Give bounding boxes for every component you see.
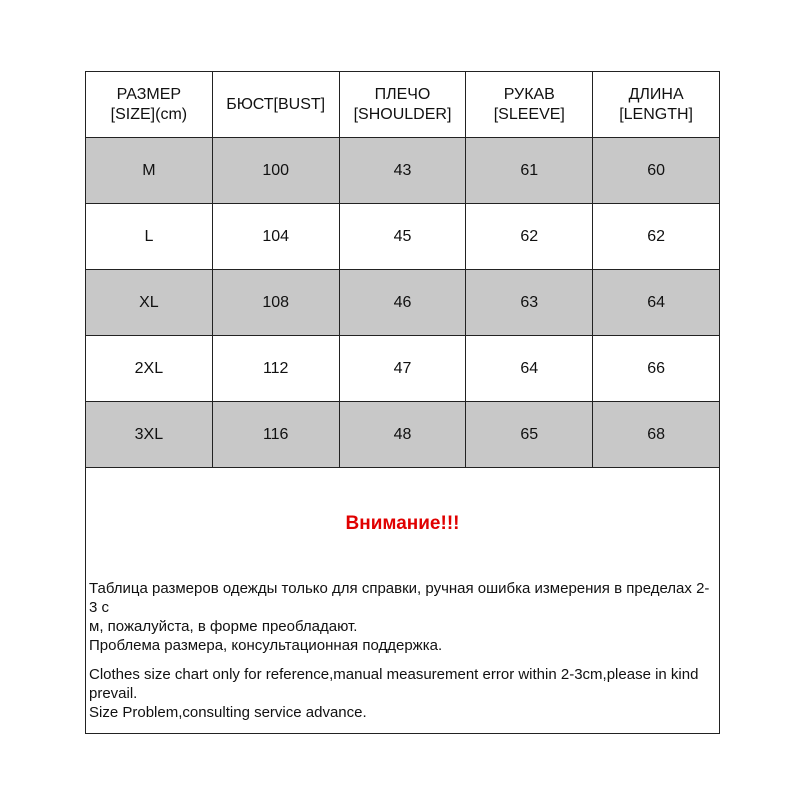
table-row — [86, 336, 720, 402]
cell-sleeve: 63 — [466, 270, 593, 336]
notice-text-en — [89, 665, 717, 722]
cell-length: 66 — [593, 336, 720, 402]
header-sleeve-ru: РУКАВ — [503, 85, 555, 103]
header-shoulder-ru: ПЛЕЧО — [374, 85, 431, 103]
header-size-en: [SIZE](cm) — [110, 105, 188, 123]
cell-size: 3XL — [86, 402, 213, 468]
cell-size: 2XL — [86, 336, 213, 402]
cell-bust: 108 — [212, 270, 339, 336]
header-shoulder-en: [SHOULDER] — [353, 105, 452, 123]
cell-shoulder: 43 — [339, 138, 466, 204]
cell-sleeve: 61 — [466, 138, 593, 204]
header-length-en: [LENGTH] — [619, 105, 693, 123]
notice-ru-line: Проблема размера, консультационная поддержка. — [89, 637, 443, 654]
notice-title: Внимание!!! — [345, 513, 460, 534]
header-bust-label: БЮСТ[BUST] — [226, 95, 326, 113]
cell-length: 64 — [593, 270, 720, 336]
cell-size: XL — [86, 270, 213, 336]
header-length-ru: ДЛИНА — [628, 85, 684, 103]
notice-text-ru — [89, 579, 717, 655]
notice-en-line: Size Problem,consulting service advance. — [89, 704, 367, 721]
cell-sleeve: 62 — [466, 204, 593, 270]
cell-bust: 112 — [212, 336, 339, 402]
cell-bust: 100 — [212, 138, 339, 204]
cell-bust: 104 — [212, 204, 339, 270]
cell-sleeve: 65 — [466, 402, 593, 468]
cell-bust: 116 — [212, 402, 339, 468]
cell-length: 68 — [593, 402, 720, 468]
notice-box — [85, 468, 720, 734]
cell-size: M — [86, 138, 213, 204]
notice-en-line: prevail. — [89, 685, 138, 702]
notice-ru-line: м, пожалуйста, в форме преобладают. — [89, 618, 358, 635]
cell-length: 60 — [593, 138, 720, 204]
header-size — [86, 72, 213, 138]
header-row — [86, 72, 720, 138]
header-sleeve — [466, 72, 593, 138]
header-size-ru: РАЗМЕР — [116, 85, 182, 103]
header-sleeve-en: [SLEEVE] — [493, 105, 565, 123]
cell-shoulder: 46 — [339, 270, 466, 336]
cell-sleeve: 64 — [466, 336, 593, 402]
notice-ru-line: Таблица размеров одежды только для справки, ручная ошибка измерения в пределах 2-3 с — [89, 580, 710, 616]
header-bust — [212, 72, 339, 138]
header-length — [593, 72, 720, 138]
cell-size: L — [86, 204, 213, 270]
cell-shoulder: 45 — [339, 204, 466, 270]
notice-en-line: Clothes size chart only for reference,manual measurement error within 2-3cm,please in kind — [89, 666, 699, 683]
cell-shoulder: 47 — [339, 336, 466, 402]
table-row — [86, 270, 720, 336]
table-row — [86, 138, 720, 204]
cell-shoulder: 48 — [339, 402, 466, 468]
cell-length: 62 — [593, 204, 720, 270]
size-table — [85, 71, 720, 468]
table-row — [86, 402, 720, 468]
table-row — [86, 204, 720, 270]
header-shoulder — [339, 72, 466, 138]
size-chart — [85, 71, 720, 734]
